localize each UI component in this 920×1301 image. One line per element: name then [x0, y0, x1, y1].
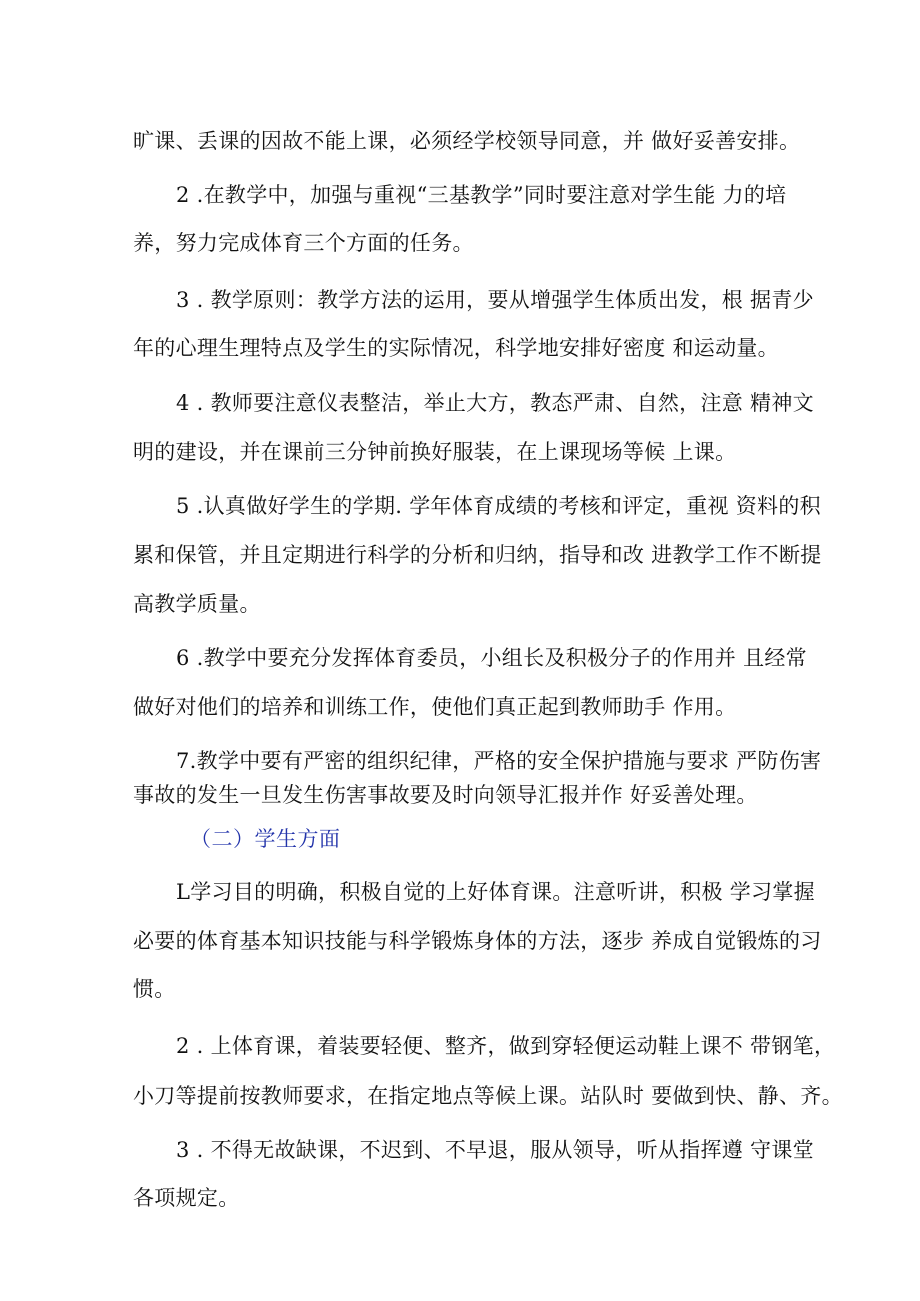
text-line: 7.教学中要有严密的组织纪律，严格的安全保护措施与要求 严防伤害: [176, 749, 822, 773]
text-line: 累和保管，并且定期进行科学的分析和归纳，指导和改 进教学工作不断提: [133, 543, 822, 567]
text-line: 旷课、丢课的因故不能上课，必须经学校领导同意，并 做好妥善安排。: [133, 129, 801, 153]
text-line: 做好对他们的培养和训练工作，使他们真正起到教师助手 作用。: [133, 695, 737, 719]
text-line: 必要的体育基本知识技能与科学锻炼身体的方法，逐步 养成自觉锻炼的习: [133, 929, 822, 953]
text-line: 4 . 教师要注意仪表整洁，举止大方，教态严肃、自然，注意 精神文: [176, 391, 814, 415]
text-line: 养，努力完成体育三个方面的任务。: [133, 231, 474, 255]
text-line: 明的建设，并在课前三分钟前换好服装，在上课现场等候 上课。: [133, 440, 737, 464]
text-line: 各项规定。: [133, 1186, 240, 1210]
text-line: 6 .教学中要充分发挥体育委员，小组长及积极分子的作用并 且经常: [176, 646, 807, 670]
text-line: L学习目的明确，积极自觉的上好体育课。注意听讲，积极 学习掌握: [176, 880, 815, 904]
text-line: 小刀等提前按教师要求，在指定地点等候上课。站队时 要做到快、静、齐。: [133, 1084, 843, 1108]
text-line: 3 . 不得无故缺课，不迟到、不早退，服从领导，听从指挥遵 守课堂: [176, 1138, 814, 1162]
text-line: 惯。: [133, 977, 176, 1001]
text-line: 2 .在教学中，加强与重视“三基教学”同时要注意对学生能 力的培: [176, 183, 787, 207]
text-line: 事故的发生一旦发生伤害事故要及时向领导汇报并作 好妥善处理。: [133, 783, 758, 807]
text-line: 5 .认真做好学生的学期. 学年体育成绩的考核和评定，重视 资料的积: [176, 494, 821, 518]
section-heading: （二）学生方面: [190, 827, 341, 851]
text-line: 高教学质量。: [133, 592, 261, 616]
text-line: 3 . 教学原则：教学方法的运用，要从增强学生体质出发，根 据青少: [176, 288, 814, 312]
text-line: 年的心理生理特点及学生的实际情况，科学地安排好密度 和运动量。: [133, 336, 779, 360]
text-line: 2 . 上体育课，着装要轻便、整齐，做到穿轻便运动鞋上课不 带钢笔，: [176, 1034, 836, 1058]
